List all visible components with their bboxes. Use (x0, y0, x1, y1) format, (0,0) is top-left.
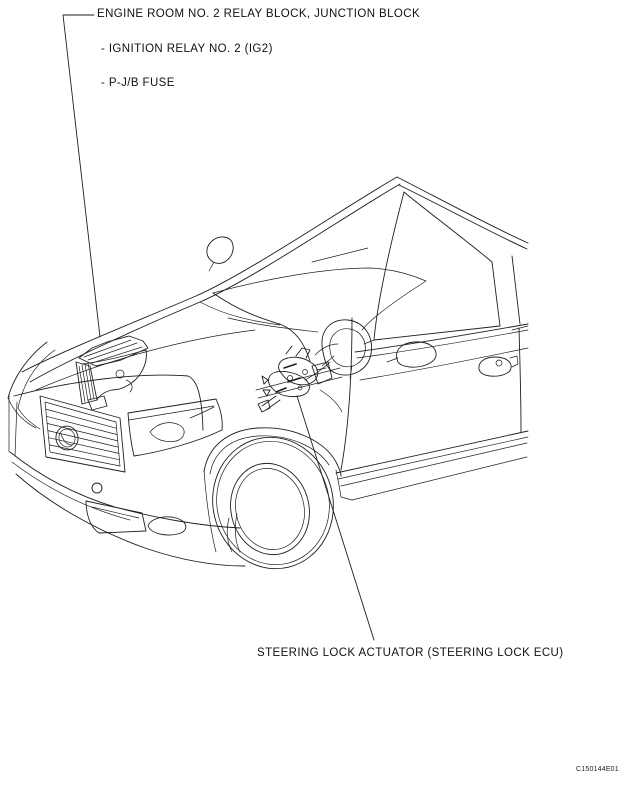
steering-wheel-drawing (305, 320, 374, 380)
steering-lock-actuator-label: STEERING LOCK ACTUATOR (STEERING LOCK ECU) (257, 647, 564, 659)
steering-actuator-leader-line (297, 396, 374, 640)
car-body-drawing (22, 177, 528, 500)
relay-block-drawing (76, 336, 148, 410)
front-wheel-drawing (199, 424, 347, 581)
grille-drawing (40, 396, 125, 472)
relay-block-leader-line (63, 15, 100, 337)
pjb-fuse-label: - P-J/B FUSE (101, 77, 175, 89)
left-mirror-drawing (207, 237, 233, 271)
fog-lamp-drawing (148, 517, 186, 535)
engine-room-relay-block-label: ENGINE ROOM NO. 2 RELAY BLOCK, JUNCTION BLOCK (97, 8, 421, 20)
front-fascia-drawing (8, 342, 245, 566)
headlight-drawing (128, 399, 222, 456)
bumper-drawing (10, 452, 245, 566)
ignition-relay-label: - IGNITION RELAY NO. 2 (IG2) (101, 43, 273, 55)
right-mirror-drawing (387, 342, 436, 367)
figure-code: C150144E01 (576, 766, 619, 773)
sensor-drawing (92, 483, 102, 493)
door-handle-drawing (479, 356, 518, 376)
